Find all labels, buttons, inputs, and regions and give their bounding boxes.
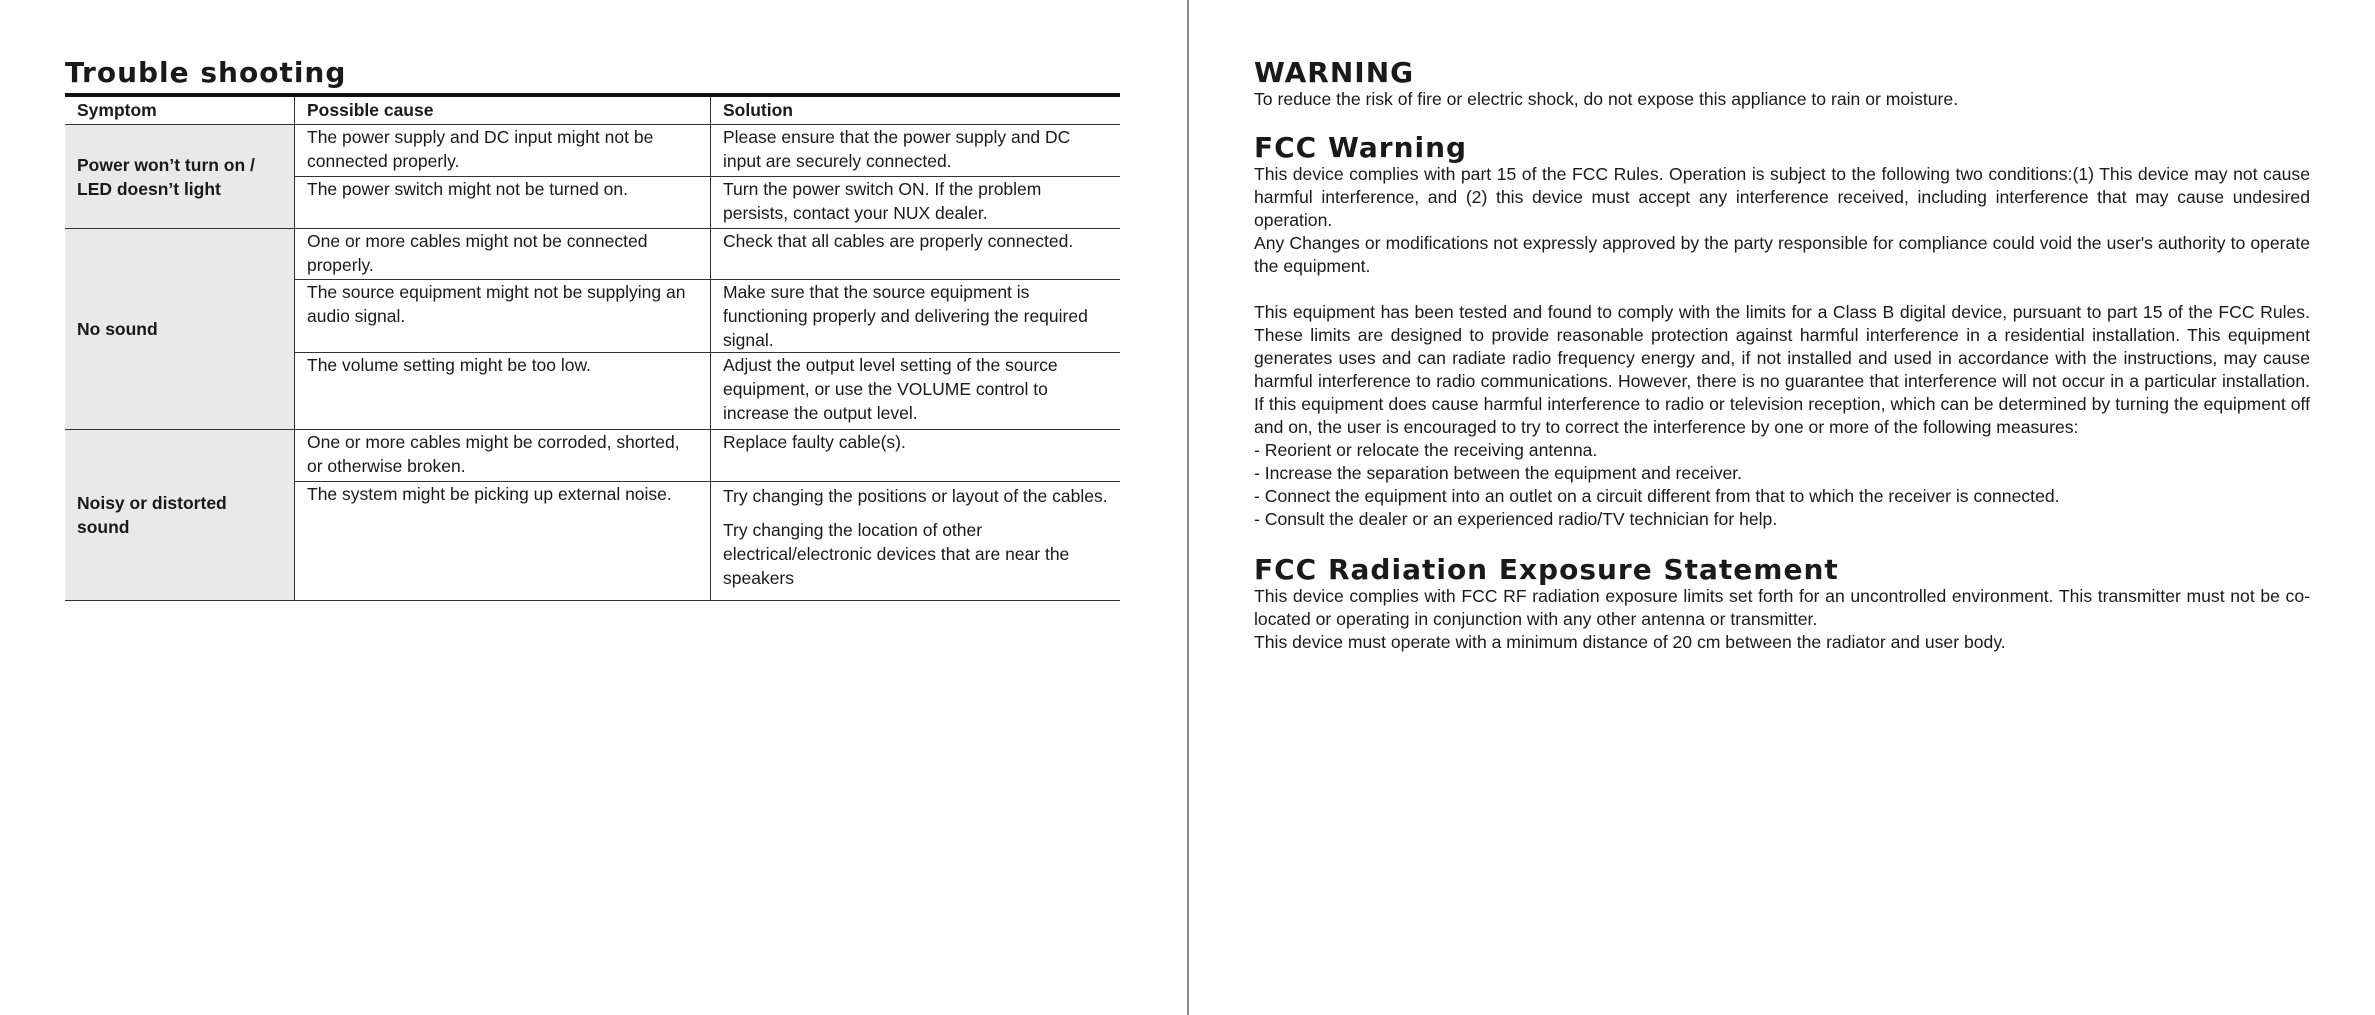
solution-cell-multi — [711, 482, 1121, 601]
cause-cell: The power supply and DC input might not be connected properly. — [295, 125, 711, 177]
page-divider — [1187, 0, 1189, 1015]
solution-extra-text: Try changing the location of other electrical/electronic devices that are near the speakers — [723, 520, 1070, 588]
solution-cell: Please ensure that the power supply and DC input are securely connected. — [711, 125, 1121, 177]
table-row — [65, 430, 1120, 482]
table-row — [65, 125, 1120, 177]
fcc-radiation-paragraph-1: This device complies with FCC RF radiation exposure limits set forth for an uncontrolled environment. This transmitter must not be co-located or operating in conjunction with any other antenna or transmitter. — [1254, 586, 2310, 629]
solution-text: Try changing the positions or layout of the cables. — [723, 486, 1108, 506]
page-title: Trouble shooting — [65, 56, 347, 89]
fcc-radiation-title: FCC Radiation Exposure Statement — [1254, 553, 1839, 586]
warning-title: WARNING — [1254, 56, 1415, 89]
solution-cell: Replace faulty cable(s). — [711, 430, 1121, 482]
list-item: - Reorient or relocate the receiving antenna. — [1254, 440, 1598, 460]
fcc-warning-title: FCC Warning — [1254, 131, 1468, 164]
solution-cell: Turn the power switch ON. If the problem persists, contact your NUX dealer. — [711, 177, 1121, 229]
cause-cell: One or more cables might be corroded, shorted, or otherwise broken. — [295, 430, 711, 482]
list-item: - Connect the equipment into an outlet on a circuit different from that to which the receiver is connected. — [1254, 486, 2060, 506]
cause-cell: The power switch might not be turned on. — [295, 177, 711, 229]
table-header-row — [65, 95, 1120, 125]
header-possible-cause: Possible cause — [295, 95, 711, 125]
symptom-cell: Power won’t turn on / LED doesn’t light — [65, 125, 295, 229]
fcc-warning-paragraph-2: Any Changes or modifications not expressly approved by the party responsible for compliance could void the user's authority to operate the equipment. — [1254, 233, 2310, 276]
troubleshooting-table — [65, 93, 1120, 601]
symptom-cell: Noisy or distorted sound — [65, 430, 295, 601]
header-symptom: Symptom — [65, 95, 295, 125]
header-solution: Solution — [711, 95, 1121, 125]
left-page — [65, 55, 1120, 588]
warning-text: To reduce the risk of fire or electric shock, do not expose this appliance to rain or moisture. — [1254, 89, 1959, 109]
cause-cell: The volume setting might be too low. — [295, 353, 711, 430]
right-page — [1254, 58, 2310, 654]
solution-cell: Make sure that the source equipment is functioning properly and delivering the required signal. — [711, 280, 1121, 353]
list-item: - Consult the dealer or an experienced radio/TV technician for help. — [1254, 509, 1778, 529]
cause-cell: One or more cables might not be connected properly. — [295, 229, 711, 280]
measures-list — [1254, 439, 2310, 531]
fcc-radiation-paragraph-2: This device must operate with a minimum distance of 20 cm between the radiator and user body. — [1254, 632, 2006, 652]
cause-cell: The source equipment might not be supplying an audio signal. — [295, 280, 711, 353]
solution-cell: Adjust the output level setting of the source equipment, or use the VOLUME control to increase the output level. — [711, 353, 1121, 430]
table-row — [65, 229, 1120, 280]
solution-cell: Check that all cables are properly connected. — [711, 229, 1121, 280]
symptom-cell: No sound — [65, 229, 295, 430]
fcc-warning-paragraph-3: This equipment has been tested and found to comply with the limits for a Class B digital device, pursuant to part 15 of the FCC Rules. These limits are designed to provide reasonable protection against harmful interference in a residential installation. This equipment generates uses and can radiate radio frequency energy and, if not installed and used in accordance with the instructions, may cause harmful interference to radio communications. However, there is no guarantee that interference will not occur in a particular installation. If this equipment does cause harmful interference to radio or television reception, which can be determined by turning the equipment off and on, the user is encouraged to try to correct the interference by one or more of the following measures: — [1254, 302, 2310, 437]
list-item: - Increase the separation between the equipment and receiver. — [1254, 463, 1743, 483]
cause-cell: The system might be picking up external noise. — [295, 482, 711, 601]
fcc-warning-paragraph-1: This device complies with part 15 of the FCC Rules. Operation is subject to the following two conditions:(1) This device may not cause harmful interference, and (2) this device must accept any interference received, including interference that may cause undesired operation. — [1254, 164, 2310, 230]
